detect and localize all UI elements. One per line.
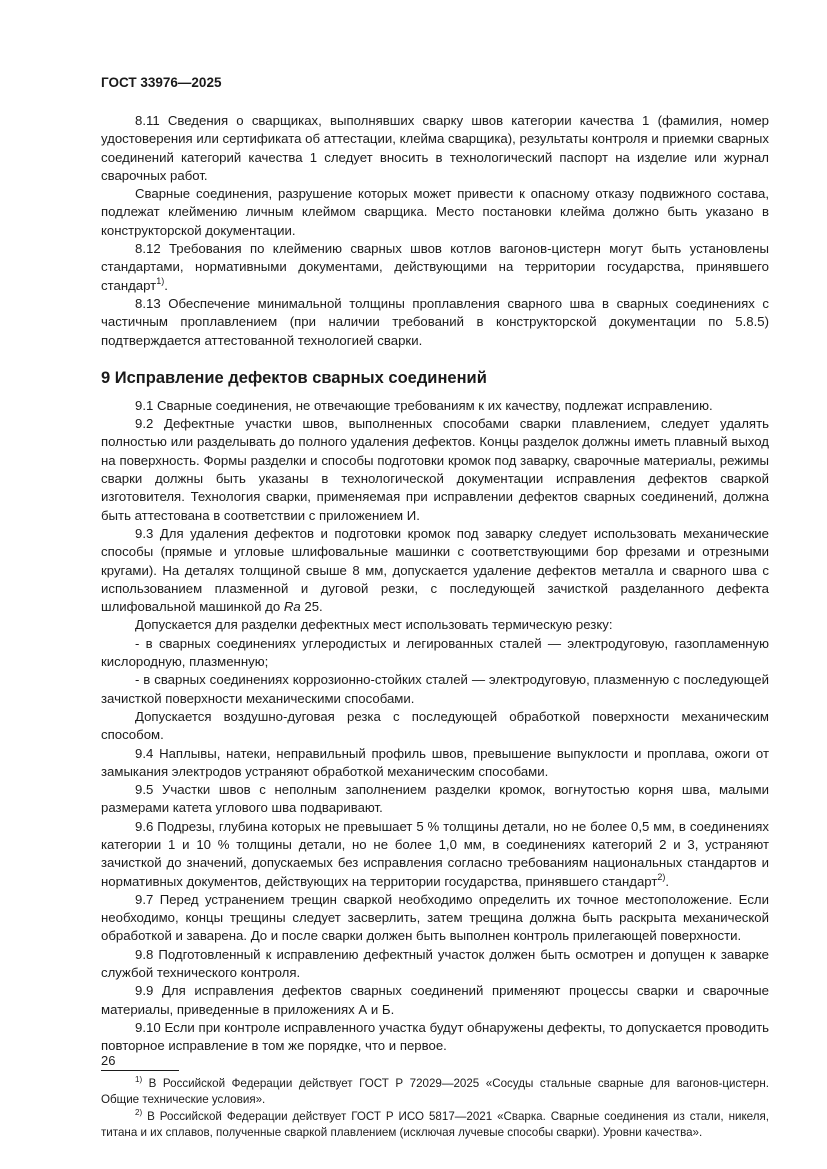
paragraph-9-3 [101,525,769,616]
paragraph-9-6 [101,818,769,891]
document-code-header: ГОСТ 33976—2025 [101,75,222,90]
paragraph-9-3-thermal: Допускается для разделки дефектных мест использовать термическую резку: [135,617,613,633]
footnotes [101,1070,769,1142]
paragraph-9-6-end: . [665,873,670,889]
paragraph-9-4: 9.4 Наплывы, натеки, неправильный профиль швов, превышение выпуклости и проплава, ожоги от замыкания электродов устраняют обработкой механическим способами. [101,745,769,779]
footnote-1-text: В Российской Федерации действует ГОСТ Р 72029—2025 «Сосуды стальные сварные для вагонов-цистерн. Общие технические условия». [101,1076,769,1107]
paragraph-9-8: 9.8 Подготовленный к исправлению дефектный участок должен быть осмотрен и допущен к заварке службой технического контроля. [101,946,769,981]
paragraph-9-10: 9.10 Если при контроле исправленного участка будут обнаружены дефекты, то допускается проводить повторное исправление в том же порядке, что и первое. [101,1019,769,1054]
footnote-1-mark: 1) [135,1074,143,1084]
document-page [101,74,769,1142]
footnote-2-text: В Российской Федерации действует ГОСТ Р ИСО 5817—2021 «Сварка. Сварные соединения из стали, никеля, титана и их сплавов, полученные сваркой плавлением (исключая лучевые способы сварки). Уровни качества». [101,1109,769,1140]
paragraph-8-11: 8.11 Сведения о сварщиках, выполнявших сварку швов категории качества 1 (фамилия, номер удостоверения или сертификата об аттестации, клейма сварщика), результаты контроля и приемки сварных соединений категорий качества 1 следует вносить в технологический паспорт на изделие или журнал сварочных работ. [101,113,769,183]
paragraph-8-12 [101,240,769,295]
footnote-1 [101,1076,769,1109]
paragraph-9-9: 9.9 Для исправления дефектов сварных соединений применяют процессы сварки и сварочные материалы, приведенные в приложениях А и Б. [101,983,769,1017]
footnote-ref-2[interactable]: 2) [657,871,666,882]
paragraph-9-5: 9.5 Участки швов с неполным заполнением разделки кромок, вогнутостью корня шва, малыми размерами катета углового шва подваривают. [101,782,769,816]
paragraph-9-7: 9.7 Перед устранением трещин сваркой необходимо определить их точное местоположение. Если необходимо, концы трещины следует засверлить, затем трещина должна быть раскрыта механической обработкой и заварена. До и после сварки должен быть выполнен контроль прилегающей поверхности. [101,891,769,944]
page-number: 26 [101,1053,116,1068]
roughness-symbol: Ra [283,599,301,615]
paragraph-9-6-text: 9.6 Подрезы, глубина которых не превышает 5 % толщины детали, но не более 0,5 мм, в соединениях категории 1 и 10 % толщины детали, но не более 1,0 мм, в соединениях категорий 2 и 3, устраняют зачисткой до значений, допускаемых без исправления согласно требованиям национальных стандартов и нормативных документов, действующих на территории государства, принявшего стандарт [101,818,769,889]
footnote-2 [101,1109,769,1142]
footnote-2-mark: 2) [135,1107,143,1117]
paragraph-8-11-continued: Сварные соединения, разрушение которых может привести к опасному отказу подвижного состава, подлежат клеймению личным клеймом сварщика. Место постановки клейма должно быть указано в конструкторской документации. [101,186,769,238]
paragraph-8-13: 8.13 Обеспечение минимальной толщины проплавления сварного шва в сварных соединениях с частичным проплавлением (при наличии требований в конструкторской документации по 5.8.5) подтверждается аттестованной технологией сварки. [101,295,769,348]
paragraph-9-2: 9.2 Дефектные участки швов, выполненных способами сварки плавлением, следует удалять полностью или разделывать до полного удаления дефектов. Концы разделок должны иметь плавный выход на поверхность. Формы разделки и способы подготовки кромок под заварку, сварочные материалы, режимы сварки должны быть указаны в технологической документации исправления дефектов сваркой изготовителя. Технология сварки, применяемая при исправлении дефектов сварных соединений, должна быть аттестована в соответствии с приложением И. [101,416,769,523]
paragraph-9-3-air-arc: Допускается воздушно-дуговая резка с последующей обработкой поверхности механическим способом. [101,708,769,743]
paragraph-9-1: 9.1 Сварные соединения, не отвечающие требованиям к их качеству, подлежат исправлению. [135,397,713,413]
footnote-ref-1[interactable]: 1) [156,275,165,286]
list-item-stainless-steels: - в сварных соединениях коррозионно-стойких сталей — электродуговую, плазменную с последующей зачисткой поверхности механическими способами. [101,672,769,706]
paragraph-8-12-text: 8.12 Требования по клеймению сварных швов котлов вагонов-цистерн могут быть установлены стандартами, нормативными документами, действующими на территории государства, принявшего стандарт [101,241,769,293]
paragraph-9-3-end: 25. [300,599,323,615]
list-item-carbon-steels: - в сварных соединениях углеродистых и легированных сталей — электродуговую, газопламенную кислородную, плазменную; [101,635,769,670]
section-9-title: 9 Исправление дефектов сварных соединений [101,368,487,387]
paragraph-9-3-text: 9.3 Для удаления дефектов и подготовки кромок под заварку следует использовать механические способы (прямые и угловые шлифовальные машинки с соответствующими бор фрезами и отрезными кругами). На деталях толщиной свыше 8 мм, допускается удаление дефектов металла и сварного шва с использованием плазменной и дуговой резки, с последующей зачисткой разделанного дефекта шлифовальной машинкой до [101,525,769,615]
paragraph-8-12-end: . [164,277,168,293]
